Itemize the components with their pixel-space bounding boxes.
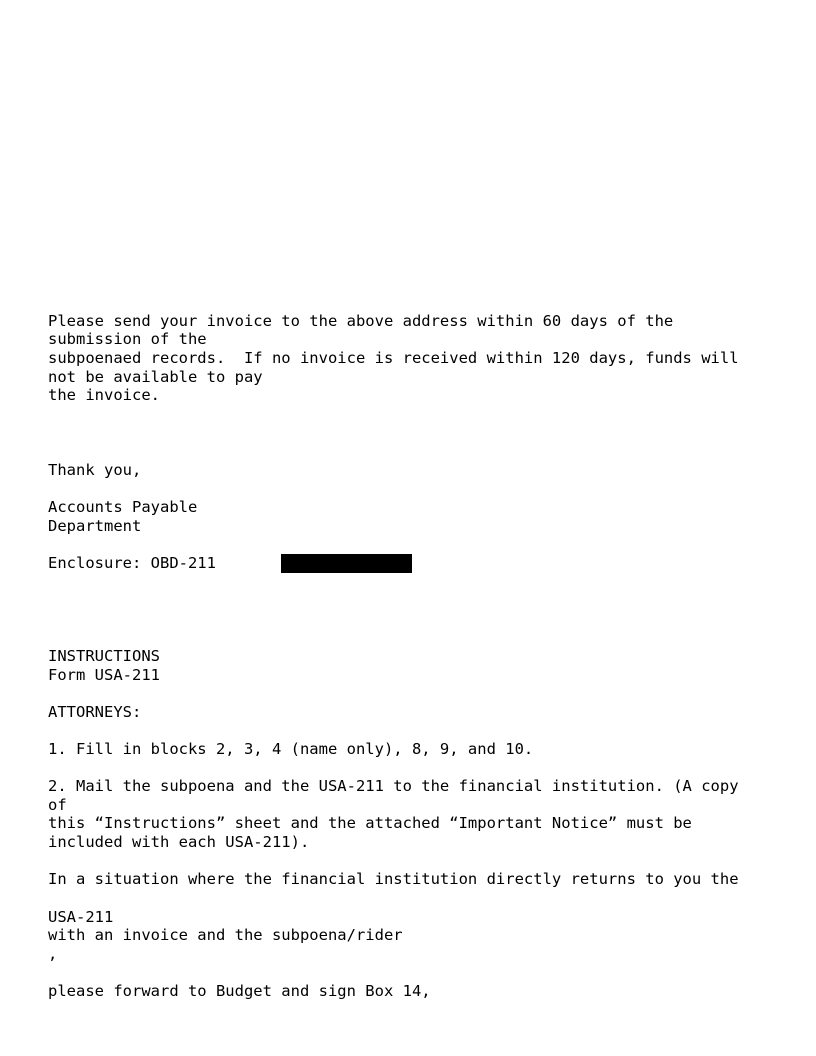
instructions-step-2-line: this “Instructions” sheet and the attached “Important Notice” must be bbox=[48, 814, 692, 832]
instructions-comma: , bbox=[48, 945, 58, 963]
instructions-with-invoice: with an invoice and the subpoena/rider bbox=[48, 926, 403, 944]
letter-paragraph-line: Please send your invoice to the above address within 60 days of the bbox=[48, 312, 674, 330]
instructions-step-1: 1. Fill in blocks 2, 3, 4 (name only), 8, 9, and 10. bbox=[48, 740, 534, 758]
redaction-block bbox=[281, 554, 412, 573]
letter-paragraph-line: the invoice. bbox=[48, 386, 160, 404]
signature-line: Department bbox=[48, 517, 142, 535]
instructions-forward-line: please forward to Budget and sign Box 14, bbox=[48, 982, 431, 1000]
instructions-step-2-line: of bbox=[48, 796, 67, 814]
letter-closing: Thank you, bbox=[48, 461, 142, 479]
letter-paragraph-line: subpoenaed records. If no invoice is received within 120 days, funds will bbox=[48, 349, 739, 367]
instructions-step-2-line: included with each USA-211). bbox=[48, 833, 310, 851]
instructions-form: Form USA-211 bbox=[48, 666, 160, 684]
signature-line: Accounts Payable bbox=[48, 498, 198, 516]
enclosure-line: Enclosure: OBD-211 bbox=[48, 554, 216, 572]
letter-paragraph-line: not be available to pay bbox=[48, 368, 263, 386]
instructions-audience: ATTORNEYS: bbox=[48, 703, 142, 721]
instructions-step-2-line: 2. Mail the subpoena and the USA-211 to the financial institution. (A copy bbox=[48, 777, 739, 795]
letter-paragraph-line: submission of the bbox=[48, 330, 207, 348]
instructions-title: INSTRUCTIONS bbox=[48, 647, 160, 665]
instructions-usa211: USA-211 bbox=[48, 908, 114, 926]
instructions-situation-line: In a situation where the financial institution directly returns to you the bbox=[48, 870, 739, 888]
